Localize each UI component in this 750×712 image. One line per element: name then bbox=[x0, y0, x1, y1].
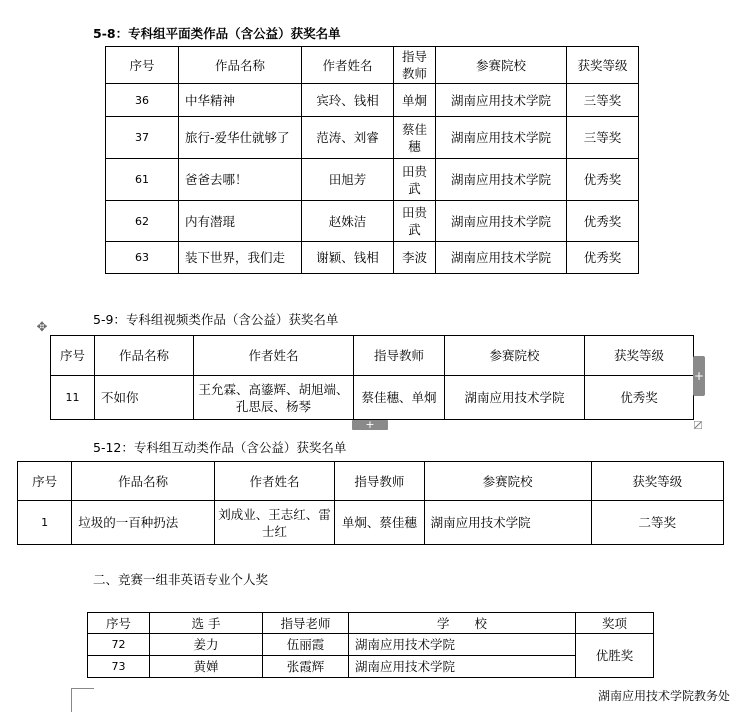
cell-no: 62 bbox=[106, 201, 179, 242]
section-58-table bbox=[105, 46, 639, 274]
cell-authors: 宾玲、钱相 bbox=[302, 84, 394, 117]
cell-award: 优秀奖 bbox=[567, 159, 639, 201]
header-cell: 学 校 bbox=[349, 613, 576, 634]
cell-school: 湖南应用技术学院 bbox=[424, 501, 591, 545]
cell-authors: 谢颖、钱相 bbox=[302, 242, 394, 274]
cell-no: 1 bbox=[18, 501, 72, 545]
cell-work: 爸爸去哪！ bbox=[179, 159, 302, 201]
cell-school: 湖南应用技术学院 bbox=[436, 159, 567, 201]
section-2-table bbox=[87, 612, 654, 678]
header-cell: 作者姓名 bbox=[302, 47, 394, 84]
cell-school: 湖南应用技术学院 bbox=[349, 634, 576, 656]
cell-no: 72 bbox=[88, 634, 150, 656]
cell-authors: 刘成业、王志红、雷士红 bbox=[215, 501, 335, 545]
header-cell: 选 手 bbox=[150, 613, 263, 634]
table-move-icon[interactable]: ✥ bbox=[36, 320, 48, 335]
cell-award: 三等奖 bbox=[567, 84, 639, 117]
cell-teacher: 张霞辉 bbox=[263, 656, 349, 678]
header-cell: 参赛院校 bbox=[424, 462, 591, 501]
table-row bbox=[88, 634, 654, 656]
header-cell: 作品名称 bbox=[72, 462, 215, 501]
table-row bbox=[18, 501, 724, 545]
table-row bbox=[106, 201, 639, 242]
cell-teacher: 田贵武 bbox=[394, 201, 436, 242]
table-row bbox=[106, 84, 639, 117]
cell-authors: 赵姝洁 bbox=[302, 201, 394, 242]
cell-authors: 范涛、刘睿 bbox=[302, 117, 394, 159]
header-cell: 获奖等级 bbox=[585, 336, 694, 376]
cell-award: 二等奖 bbox=[591, 501, 723, 545]
cell-authors: 王允霖、高鎏辉、胡旭端、孔思辰、杨琴 bbox=[194, 376, 354, 420]
header-cell: 作品名称 bbox=[179, 47, 302, 84]
cell-no: 63 bbox=[106, 242, 179, 274]
table-row bbox=[51, 376, 694, 420]
section-2-title: 二、竞赛一组非英语专业个人奖 bbox=[93, 572, 269, 587]
cell-school: 湖南应用技术学院 bbox=[349, 656, 576, 678]
cell-award: 优秀奖 bbox=[585, 376, 694, 420]
cell-award: 优胜奖 bbox=[576, 634, 654, 678]
cell-teacher: 李波 bbox=[394, 242, 436, 274]
page-corner-mark bbox=[71, 688, 94, 712]
section-58-title: 5-8：专科组平面类作品（含公益）获奖名单 bbox=[93, 26, 341, 41]
section-512-title: 5-12：专科组互动类作品（含公益）获奖名单 bbox=[93, 440, 347, 455]
cell-teacher: 单炯 bbox=[394, 84, 436, 117]
cell-no: 61 bbox=[106, 159, 179, 201]
table-row bbox=[106, 159, 639, 201]
cell-school: 湖南应用技术学院 bbox=[436, 84, 567, 117]
cell-no: 36 bbox=[106, 84, 179, 117]
table-header-row bbox=[51, 336, 694, 376]
cell-authors: 田旭芳 bbox=[302, 159, 394, 201]
cell-player: 黄婵 bbox=[150, 656, 263, 678]
cell-teacher: 蔡佳穗、单炯 bbox=[354, 376, 445, 420]
cell-no: 37 bbox=[106, 117, 179, 159]
cell-no: 73 bbox=[88, 656, 150, 678]
header-cell: 参赛院校 bbox=[436, 47, 567, 84]
table-header-row bbox=[88, 613, 654, 634]
cell-work: 垃圾的一百种扔法 bbox=[72, 501, 215, 545]
add-column-button[interactable]: + bbox=[693, 356, 705, 396]
header-cell: 序号 bbox=[88, 613, 150, 634]
table-row bbox=[106, 117, 639, 159]
cell-award: 优秀奖 bbox=[567, 242, 639, 274]
cell-work: 不如你 bbox=[95, 376, 194, 420]
cell-school: 湖南应用技术学院 bbox=[436, 117, 567, 159]
header-cell: 指导老师 bbox=[263, 613, 349, 634]
section-59-table bbox=[50, 335, 694, 420]
table-row bbox=[88, 656, 654, 678]
header-cell: 获奖等级 bbox=[591, 462, 723, 501]
table-header-row bbox=[106, 47, 639, 84]
header-cell: 序号 bbox=[18, 462, 72, 501]
section-59-title: 5-9：专科组视频类作品（含公益）获奖名单 bbox=[93, 312, 339, 327]
header-cell: 指导教师 bbox=[354, 336, 445, 376]
cell-school: 湖南应用技术学院 bbox=[445, 376, 585, 420]
footer-org: 湖南应用技术学院教务处 bbox=[598, 689, 731, 703]
cell-work: 旅行-爱华仕就够了 bbox=[179, 117, 302, 159]
table-resize-icon[interactable] bbox=[694, 421, 702, 429]
table-header-row bbox=[18, 462, 724, 501]
cell-work: 内有潜琨 bbox=[179, 201, 302, 242]
cell-award: 三等奖 bbox=[567, 117, 639, 159]
header-cell: 奖项 bbox=[576, 613, 654, 634]
cell-school: 湖南应用技术学院 bbox=[436, 201, 567, 242]
header-cell: 作者姓名 bbox=[194, 336, 354, 376]
cell-player: 姜力 bbox=[150, 634, 263, 656]
header-cell: 序号 bbox=[51, 336, 95, 376]
section-512-table bbox=[17, 461, 724, 545]
cell-no: 11 bbox=[51, 376, 95, 420]
cell-school: 湖南应用技术学院 bbox=[436, 242, 567, 274]
cell-teacher: 蔡佳穗 bbox=[394, 117, 436, 159]
table-row bbox=[106, 242, 639, 274]
header-cell: 参赛院校 bbox=[445, 336, 585, 376]
header-cell: 指导教师 bbox=[394, 47, 436, 84]
cell-teacher: 单炯、蔡佳穗 bbox=[335, 501, 425, 545]
header-cell: 获奖等级 bbox=[567, 47, 639, 84]
cell-teacher: 伍丽霞 bbox=[263, 634, 349, 656]
add-row-button[interactable]: + bbox=[352, 420, 388, 430]
cell-work: 中华精神 bbox=[179, 84, 302, 117]
cell-work: 装下世界，我们走 bbox=[179, 242, 302, 274]
header-cell: 作者姓名 bbox=[215, 462, 335, 501]
header-cell: 序号 bbox=[106, 47, 179, 84]
header-cell: 指导教师 bbox=[335, 462, 425, 501]
header-cell: 作品名称 bbox=[95, 336, 194, 376]
cell-teacher: 田贵武 bbox=[394, 159, 436, 201]
cell-award: 优秀奖 bbox=[567, 201, 639, 242]
